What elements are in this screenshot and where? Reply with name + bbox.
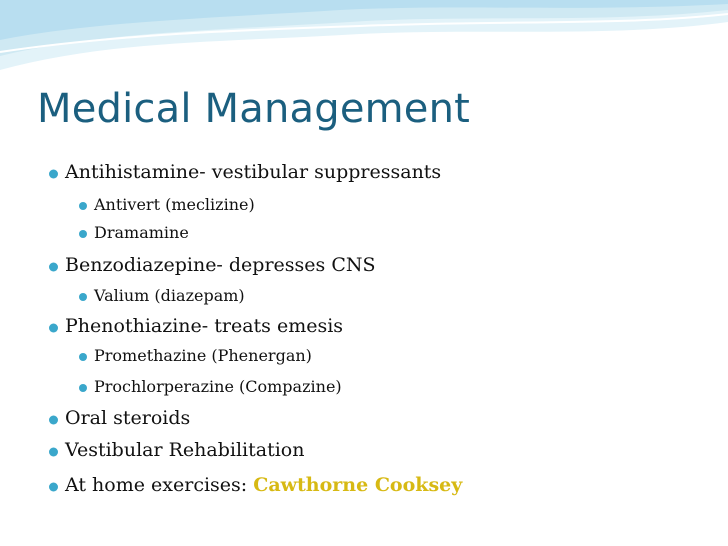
bullet-icon (79, 230, 87, 238)
list-item-text: Valium (diazepam) (94, 286, 245, 305)
list-item-text: Phenothiazine- treats emesis (65, 315, 344, 337)
bullet-icon (49, 416, 58, 425)
list-item-text: Dramamine (94, 223, 189, 242)
list-item-text: Vestibular Rehabilitation (65, 439, 305, 461)
list-item-text: Prochlorperazine (Compazine) (94, 377, 342, 396)
bullet-icon (79, 293, 87, 301)
list-item-text: Antivert (meclizine) (94, 195, 255, 214)
highlighted-term: Cawthorne Cooksey (253, 474, 463, 496)
bullet-icon (49, 483, 58, 492)
bullet-icon (79, 384, 87, 392)
list-item-text: Promethazine (Phenergan) (94, 346, 312, 365)
list-item-label: At home exercises: (65, 474, 254, 496)
list-item-text (65, 474, 462, 496)
bullet-icon (49, 263, 58, 272)
bullet-icon (49, 448, 58, 457)
bullet-icon (79, 353, 87, 361)
bullet-icon (49, 324, 58, 333)
bullet-icon (79, 202, 87, 210)
bullet-icon (49, 170, 58, 179)
list-item-text: Benzodiazepine- depresses CNS (65, 254, 376, 276)
slide-title: Medical Management (37, 86, 471, 132)
list-item-text: Oral steroids (65, 407, 191, 429)
list-item-text: Antihistamine- vestibular suppressants (65, 161, 442, 183)
